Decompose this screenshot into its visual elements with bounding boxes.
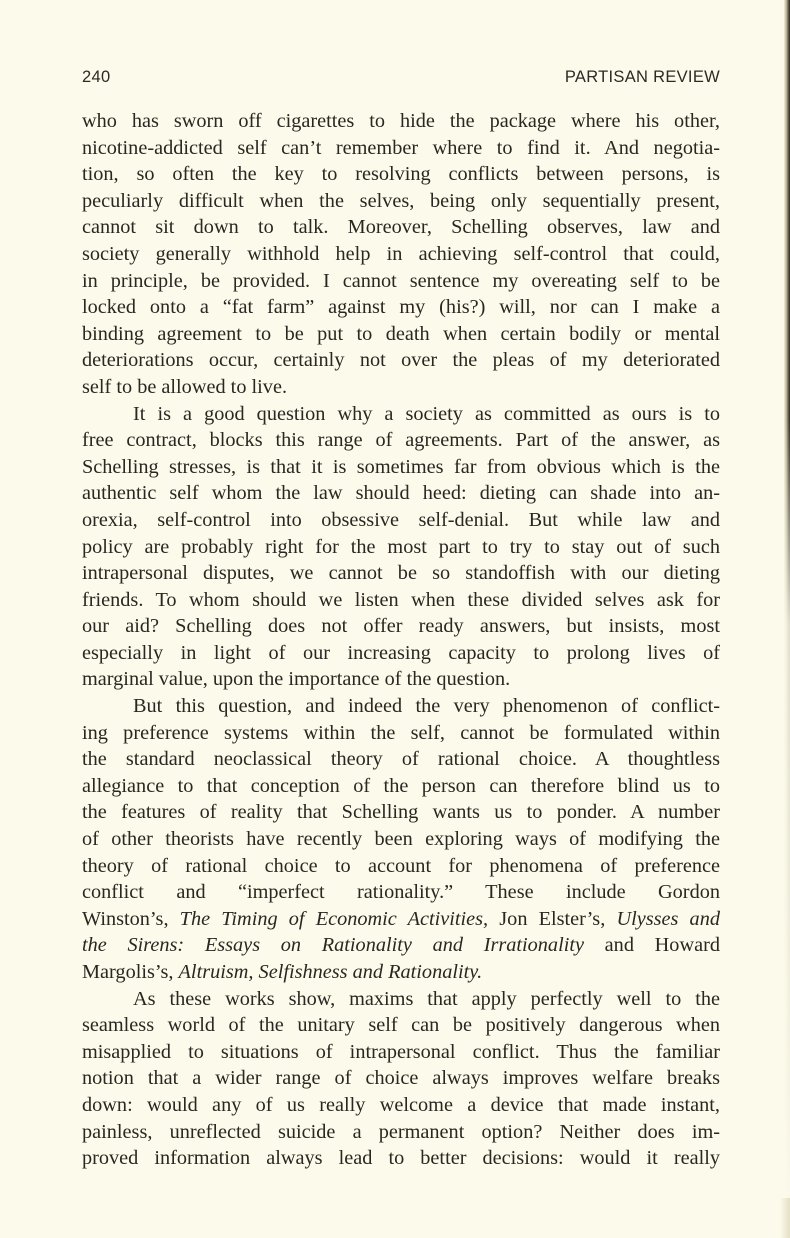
text-line: cannot sit down to talk. Moreover, Schelling observes, law and	[82, 216, 720, 239]
text-line: Schelling stresses, is that it is sometimes far from obvious which is the	[82, 455, 720, 478]
text-line: the features of reality that Schelling wants us to ponder. A number	[82, 801, 720, 824]
text-line: friends. To whom should we listen when these divided selves ask for	[82, 588, 720, 611]
page-edge-fade	[784, 420, 790, 1238]
text-line: locked onto a “fat farm” against my (his?) will, nor can I make a	[82, 296, 720, 319]
book-title-margolis: Altruism, Selfishness and Rationality.	[178, 961, 483, 983]
text-line: notion that a wider range of choice always improves welfare breaks	[82, 1067, 720, 1090]
text-line: deteriorations occur, certainly not over the pleas of my deteriorated	[82, 349, 720, 372]
citation-line: Margolis’s, Altruism, Selfishness and Rationality.	[82, 961, 483, 983]
text-line: proved information always lead to better decisions: would it really	[82, 1147, 720, 1170]
text-line: down: would any of us really welcome a device that made instant,	[82, 1093, 720, 1116]
journal-title: PARTISAN REVIEW	[564, 68, 720, 86]
text-line: theory of rational choice to account for phenomena of preference	[82, 854, 720, 877]
page-number: 240	[82, 68, 111, 86]
text-line: binding agreement to be put to death when certain bodily or mental	[82, 322, 720, 345]
citation-line: the Sirens: Essays on Rationality and Irrationality and Howard	[82, 934, 720, 957]
book-title-winston: The Timing of Economic Activities,	[179, 907, 489, 930]
text-line: As these works show, maxims that apply perfectly well to the	[133, 987, 720, 1010]
text-line: marginal value, upon the importance of the question.	[82, 668, 511, 691]
text-line: authentic self whom the law should heed: dieting can shade into an-	[82, 482, 720, 505]
text-line: intrapersonal disputes, we cannot be so standoffish with our dieting	[82, 562, 720, 585]
text-line: who has sworn off cigarettes to hide the package where his other,	[82, 110, 720, 132]
text-line: orexia, self-control into obsessive self-denial. But while law and	[82, 508, 720, 531]
article-body	[82, 108, 720, 1172]
text-line: painless, unreflected suicide a permanent option? Neither does im-	[82, 1120, 720, 1143]
text-line: our aid? Schelling does not offer ready answers, but insists, most	[82, 615, 720, 638]
text-line: peculiarly difficult when the selves, being only sequentially present,	[82, 189, 720, 212]
running-head	[82, 68, 720, 92]
text-line: in principle, be provided. I cannot sentence my overeating self to be	[82, 269, 720, 292]
text-line: society generally withhold help in achieving self-control that could,	[82, 242, 720, 265]
text-line: ing preference systems within the self, cannot be formulated within	[82, 721, 720, 744]
text-line: of other theorists have recently been exploring ways of modifying the	[82, 828, 720, 851]
text-line: But this question, and indeed the very phenomenon of conflict-	[133, 695, 720, 718]
book-title-elster-cont: the Sirens: Essays on Rationality and Irrationality	[82, 934, 584, 957]
text-line: policy are probably right for the most part to try to stay out of such	[82, 535, 720, 558]
text-line: nicotine-addicted self can’t remember where to find it. And negotia-	[82, 136, 720, 159]
book-title-elster: Ulysses and	[616, 907, 720, 930]
citation-line: Winston’s, The Timing of Economic Activities, Jon Elster’s, Ulysses and	[82, 907, 720, 930]
text-line: the standard neoclassical theory of rational choice. A thoughtless	[82, 748, 720, 771]
text-line: especially in light of our increasing capacity to prolong lives of	[82, 641, 720, 664]
paragraph-4	[82, 986, 720, 1172]
text-line: allegiance to that conception of the person can therefore blind us to	[82, 774, 720, 797]
text-line: misapplied to situations of intrapersonal conflict. Thus the familiar	[82, 1040, 720, 1063]
text-line: tion, so often the key to resolving conflicts between persons, is	[82, 163, 720, 186]
paragraph-3	[82, 693, 720, 986]
text-line: seamless world of the unitary self can be positively dangerous when	[82, 1014, 720, 1037]
text-line: self to be allowed to live.	[82, 375, 288, 398]
page-edge-bottom	[780, 1198, 790, 1238]
text-line: It is a good question why a society as committed as ours is to	[133, 402, 720, 425]
text-line: conflict and “imperfect rationality.” These include Gordon	[82, 881, 720, 904]
text-line: free contract, blocks this range of agreements. Part of the answer, as	[82, 429, 720, 452]
paragraph-2	[82, 401, 720, 694]
paragraph-1	[82, 108, 720, 401]
